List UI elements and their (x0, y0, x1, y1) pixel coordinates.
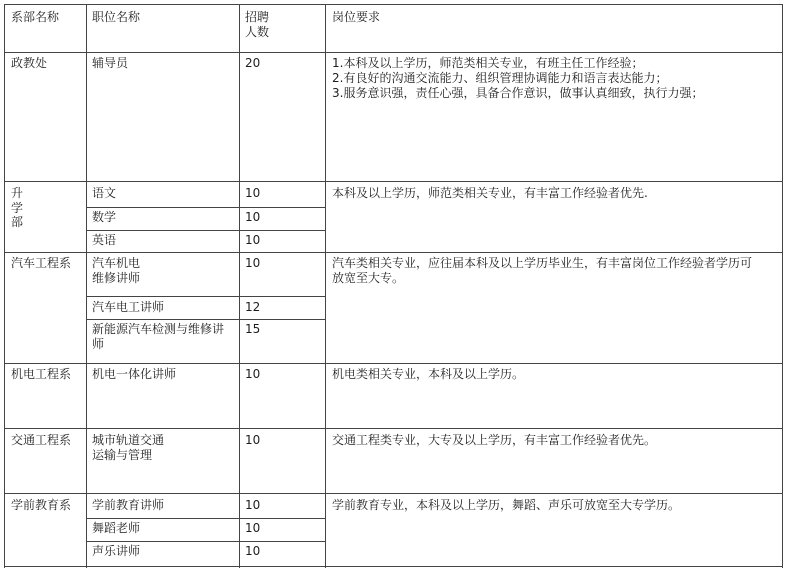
row-divider (86, 319, 326, 320)
requirement-text: 汽车类相关专业，应往届本科及以上学历毕业生，有丰富岗位工作经验者学历可 (332, 256, 753, 270)
dept-name: 汽车工程系 (11, 256, 72, 270)
position-count: 10 (245, 256, 261, 270)
position-name: 运输与管理 (92, 448, 153, 462)
row-divider (4, 493, 783, 494)
column-divider (239, 4, 240, 568)
table-border-left (4, 4, 5, 568)
position-count: 10 (245, 233, 261, 247)
dept-name: 机电工程系 (11, 367, 72, 381)
position-name: 汽车机电 (92, 256, 141, 270)
row-divider (86, 207, 326, 208)
row-divider (4, 252, 783, 253)
position-name: 师 (92, 337, 105, 351)
position-name: 维修讲师 (92, 271, 141, 285)
row-divider (4, 52, 783, 53)
table-border-right (782, 4, 783, 568)
column-divider (325, 4, 326, 568)
position-name: 辅导员 (92, 56, 129, 70)
row-divider (4, 363, 783, 364)
header-count: 人数 (245, 25, 270, 39)
position-name: 数学 (92, 210, 117, 224)
row-divider (4, 566, 783, 567)
position-count: 10 (245, 186, 261, 200)
row-divider (86, 518, 326, 519)
position-count: 10 (245, 521, 261, 535)
row-divider (86, 541, 326, 542)
position-name: 英语 (92, 233, 117, 247)
position-name: 城市轨道交通 (92, 433, 165, 447)
requirement-text: 交通工程类专业，大专及以上学历，有丰富工作经验者优先。 (332, 433, 657, 447)
dept-name: 部 (11, 215, 24, 229)
requirement-text: 放宽至大专。 (332, 271, 405, 285)
header-requirements: 岗位要求 (332, 10, 381, 24)
dept-name: 政教处 (11, 56, 48, 70)
column-divider (86, 4, 87, 568)
position-name: 声乐讲师 (92, 544, 141, 558)
position-name: 新能源汽车检测与维修讲 (92, 322, 225, 336)
dept-name: 升 (11, 186, 24, 200)
requirement-text: 学前教育专业，本科及以上学历，舞蹈、声乐可放宽至大专学历。 (332, 498, 681, 512)
dept-name: 学 (11, 201, 24, 215)
requirement-text: 2.有良好的沟通交流能力、组织管理协调能力和语言表达能力； (332, 71, 668, 85)
requirement-text: 本科及以上学历，师范类相关专业，有丰富工作经验者优先. (332, 186, 648, 200)
position-count: 15 (245, 322, 261, 336)
position-count: 10 (245, 544, 261, 558)
header-position: 职位名称 (92, 10, 141, 24)
position-count: 20 (245, 56, 261, 70)
position-count: 10 (245, 367, 261, 381)
dept-name: 交通工程系 (11, 433, 72, 447)
row-divider (86, 230, 326, 231)
row-divider (4, 428, 783, 429)
row-divider (4, 181, 783, 182)
position-name: 汽车电工讲师 (92, 300, 165, 314)
position-name: 机电一体化讲师 (92, 367, 177, 381)
position-count: 10 (245, 433, 261, 447)
position-count: 10 (245, 210, 261, 224)
requirement-text: 1.本科及以上学历，师范类相关专业，有班主任工作经验； (332, 56, 644, 70)
requirement-text: 机电类相关专业，本科及以上学历。 (332, 367, 525, 381)
row-divider (86, 296, 326, 297)
requirement-text: 3.服务意识强，责任心强，具备合作意识，做事认真细致，执行力强； (332, 86, 704, 100)
position-name: 语文 (92, 186, 117, 200)
position-name: 舞蹈老师 (92, 521, 141, 535)
header-dept: 系部名称 (11, 10, 60, 24)
dept-name: 学前教育系 (11, 498, 72, 512)
position-count: 12 (245, 300, 261, 314)
header-count: 招聘 (245, 10, 270, 24)
position-count: 10 (245, 498, 261, 512)
position-name: 学前教育讲师 (92, 498, 165, 512)
row-divider (4, 4, 783, 5)
